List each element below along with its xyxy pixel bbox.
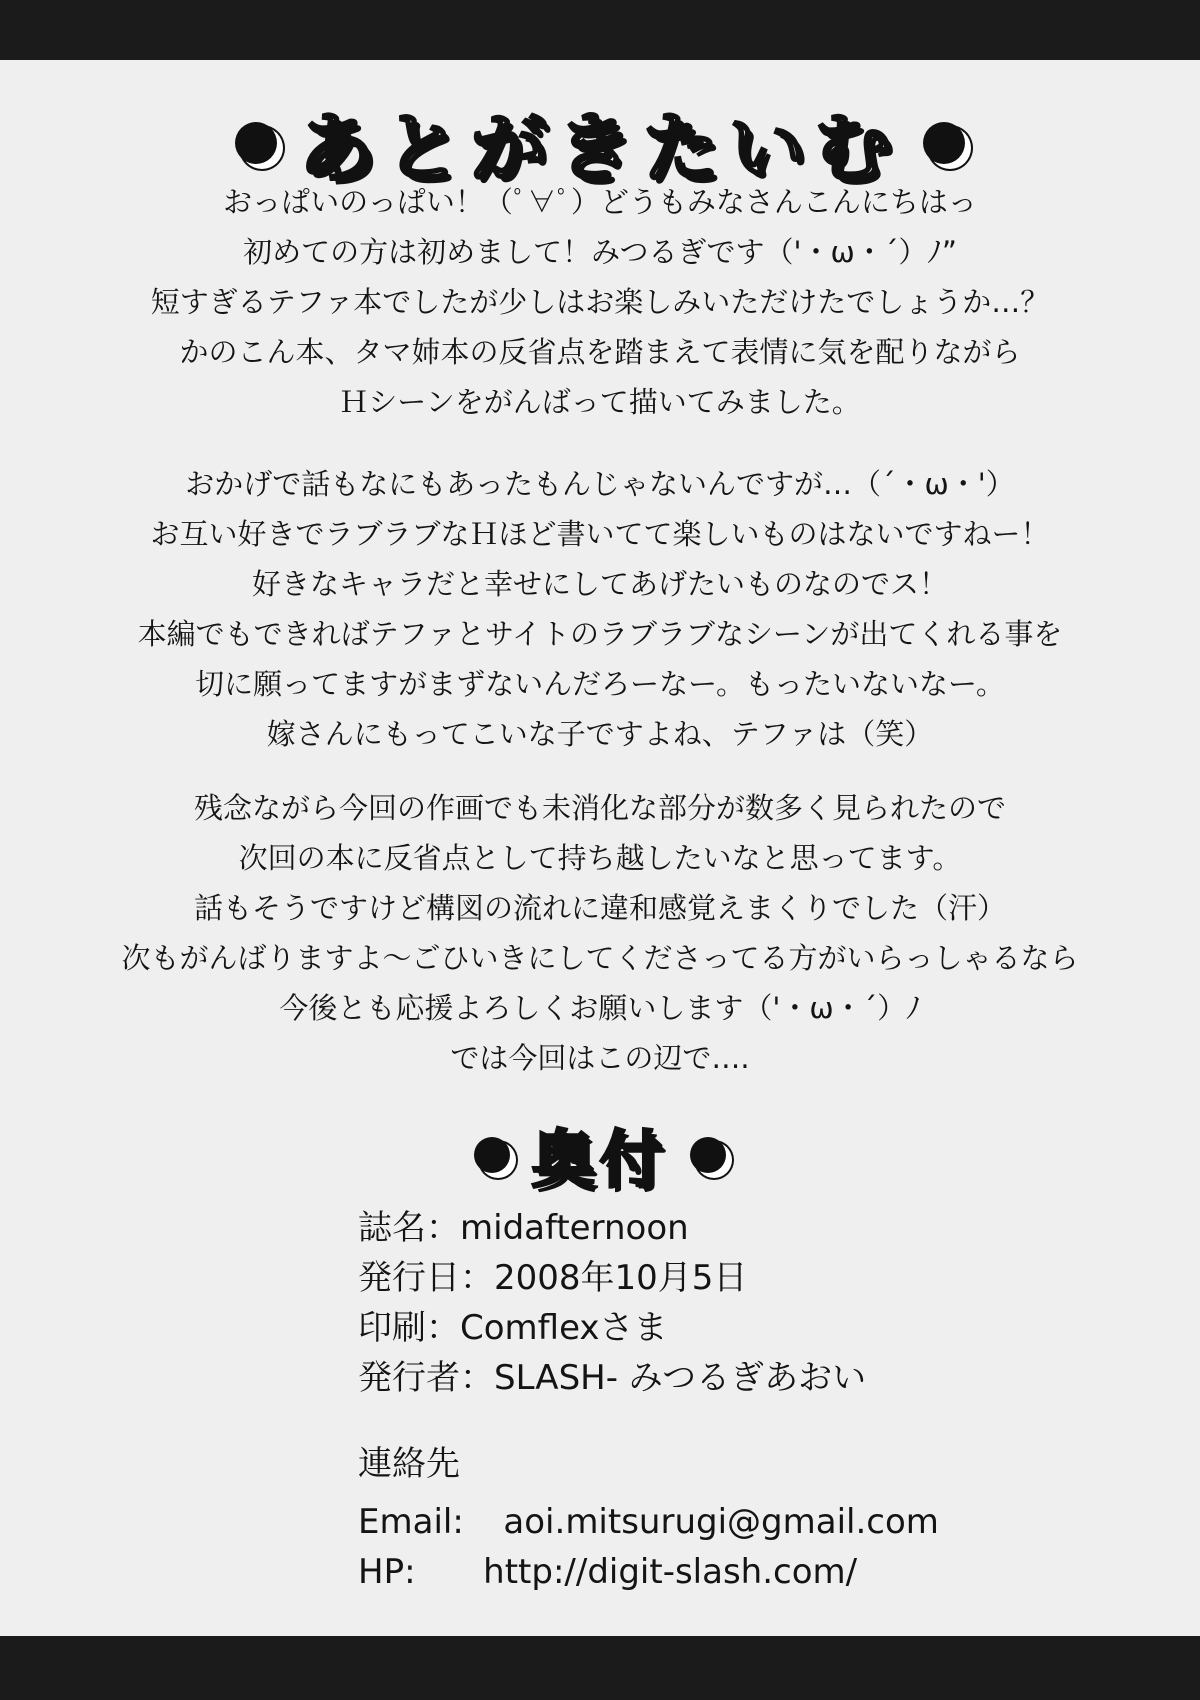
colophon-value: midafternoon	[460, 1208, 689, 1248]
colophon-value: SLASH- みつるぎあおい	[494, 1358, 867, 1398]
afterword-line: 好きなキャラだと幸せにしてあげたいものなのでス！	[251, 567, 948, 601]
contact-heading: 連絡先	[358, 1444, 460, 1484]
colophon-row-publisher	[358, 1356, 866, 1400]
afterword-line: 嫁さんにもってこいな子ですよね、テファは（笑）	[266, 717, 934, 751]
hp-label: HP:	[358, 1552, 416, 1592]
colophon-value: 2008年10月5日	[494, 1258, 748, 1298]
afterword-line: Ｈシーンをがんばって描いてみました。	[339, 385, 861, 419]
afterword-line: 話もそうですけど構図の流れに違和感覚えまくりでした（汗）	[193, 891, 1006, 925]
contact-email-row	[358, 1500, 939, 1544]
afterword-line: お互い好きでラブラブなＨほど書いてて楽しいものはないですねー！	[150, 517, 1050, 551]
email-link[interactable]: aoi.mitsurugi@gmail.com	[503, 1502, 939, 1542]
bullet-dot-icon	[690, 1137, 726, 1173]
afterword-line: おっぱいのっぱい！（ﾟ∀ﾟ）どうもみなさんこんにちはっ	[223, 185, 977, 219]
afterword-line: 本編でもできればテファとサイトのラブラブなシーンが出てくれる事を	[137, 617, 1063, 651]
colophon-row-date	[358, 1256, 747, 1300]
bullet-dot-icon	[474, 1137, 510, 1173]
bullet-dot-icon	[235, 122, 277, 164]
bottom-scan-border	[0, 1636, 1200, 1700]
afterword-line: 切に願ってますがまずないんだろーなー。もったいないなー。	[195, 667, 1005, 701]
colophon-heading	[0, 1110, 1200, 1199]
afterword-line: では今回はこの辺で….	[450, 1041, 750, 1075]
afterword-line: 次もがんばりますよ～ごひいきにしてくださってる方がいらっしゃるなら	[121, 941, 1079, 975]
contact-hp-row	[358, 1550, 857, 1594]
afterword-heading	[0, 88, 1200, 197]
afterword-line: かのこん本、タマ姉本の反省点を踏まえて表情に気を配りながら	[179, 335, 1021, 369]
afterword-line: 短すぎるテファ本でしたが少しはお楽しみいただけたでしょうか…？	[150, 285, 1050, 319]
colophon-label: 発行日：	[358, 1258, 494, 1298]
afterword-line: 残念ながら今回の作画でも未消化な部分が数多く見られたので	[193, 791, 1006, 825]
afterword-line: おかげで話もなにもあったもんじゃないんですが…（´・ω・'）	[185, 467, 1015, 501]
colophon-title: 奥付	[531, 1123, 668, 1196]
email-label: Email:	[358, 1502, 464, 1542]
colophon-label: 発行者：	[358, 1358, 494, 1398]
afterword-title: あとがきたいむ	[299, 104, 901, 193]
colophon-value: Comflexさま	[460, 1308, 668, 1348]
colophon-label: 誌名：	[358, 1208, 460, 1248]
afterword-line: 初めての方は初めまして！みつるぎです（'・ω・´）ﾉ”	[243, 235, 957, 269]
colophon-row-title	[358, 1206, 689, 1250]
top-scan-border	[0, 0, 1200, 60]
afterword-line: 今後とも応援よろしくお願いします（'・ω・´）ﾉ	[279, 991, 921, 1025]
bullet-dot-icon	[923, 122, 965, 164]
colophon-row-printer	[358, 1306, 668, 1350]
colophon-label: 印刷：	[358, 1308, 460, 1348]
homepage-link[interactable]: http://digit-slash.com/	[483, 1552, 858, 1592]
afterword-line: 次回の本に反省点として持ち越したいなと思ってます。	[238, 841, 962, 875]
